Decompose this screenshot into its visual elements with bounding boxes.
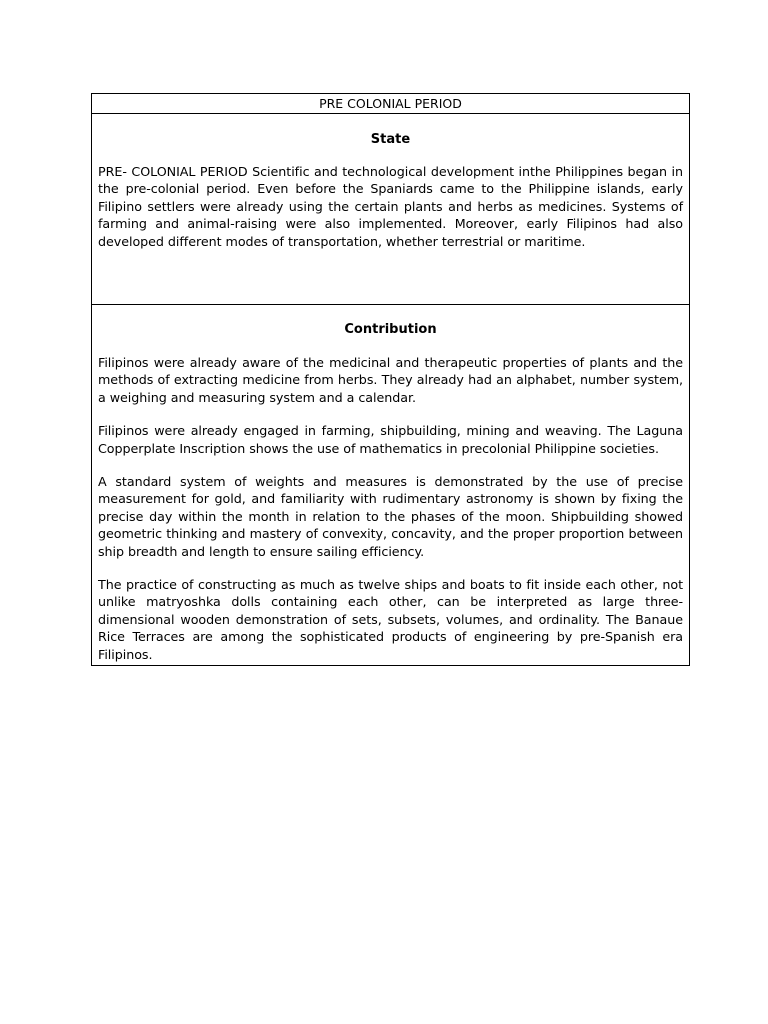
state-heading: State [370,132,411,147]
contribution-paragraph-1: Filipinos were already aware of the medicinal and therapeutic properties of plants and the methods of extracting medicine from herbs. They already had an alphabet, number system, a weighing and measuring system and a calendar. [98,355,683,405]
document-table [91,93,690,666]
contribution-paragraph-2: Filipinos were already engaged in farming, shipbuilding, mining and weaving. The Laguna Copperplate Inscription shows the use of mathematics in precolonial Philippine societies. [98,423,683,456]
contribution-section [92,305,689,665]
contribution-paragraph-3: A standard system of weights and measures is demonstrated by the use of precise measurement for gold, and familiarity with rudimentary astronomy is shown by fixing the precise day within the month in relation to the phases of the moon. Shipbuilding showed geometric thinking and mastery of convexity, concavity, and the proper proportion between ship breadth and length to ensure sailing efficiency. [98,474,683,559]
state-section [92,114,689,305]
document-title: PRE COLONIAL PERIOD [92,94,689,114]
contribution-heading: Contribution [344,322,437,337]
contribution-paragraph-4: The practice of constructing as much as twelve ships and boats to fit inside each other, not unlike matryoshka dolls containing each other, can be interpreted as large three-dimensional wooden demonstration of sets, subsets, volumes, and ordinality. The Banaue Rice Terraces are among the sophisticated products of engineering by pre-Spanish era Filipinos. [98,577,683,662]
state-paragraph: PRE- COLONIAL PERIOD Scientific and technological development inthe Philippines began in the pre-colonial period. Even before the Spaniards came to the Philippine islands, early Filipino settlers were already using the certain plants and herbs as medicines. Systems of farming and animal-raising were also implemented. Moreover, early Filipinos had also developed different modes of transportation, whether terrestrial or maritime. [98,164,683,249]
